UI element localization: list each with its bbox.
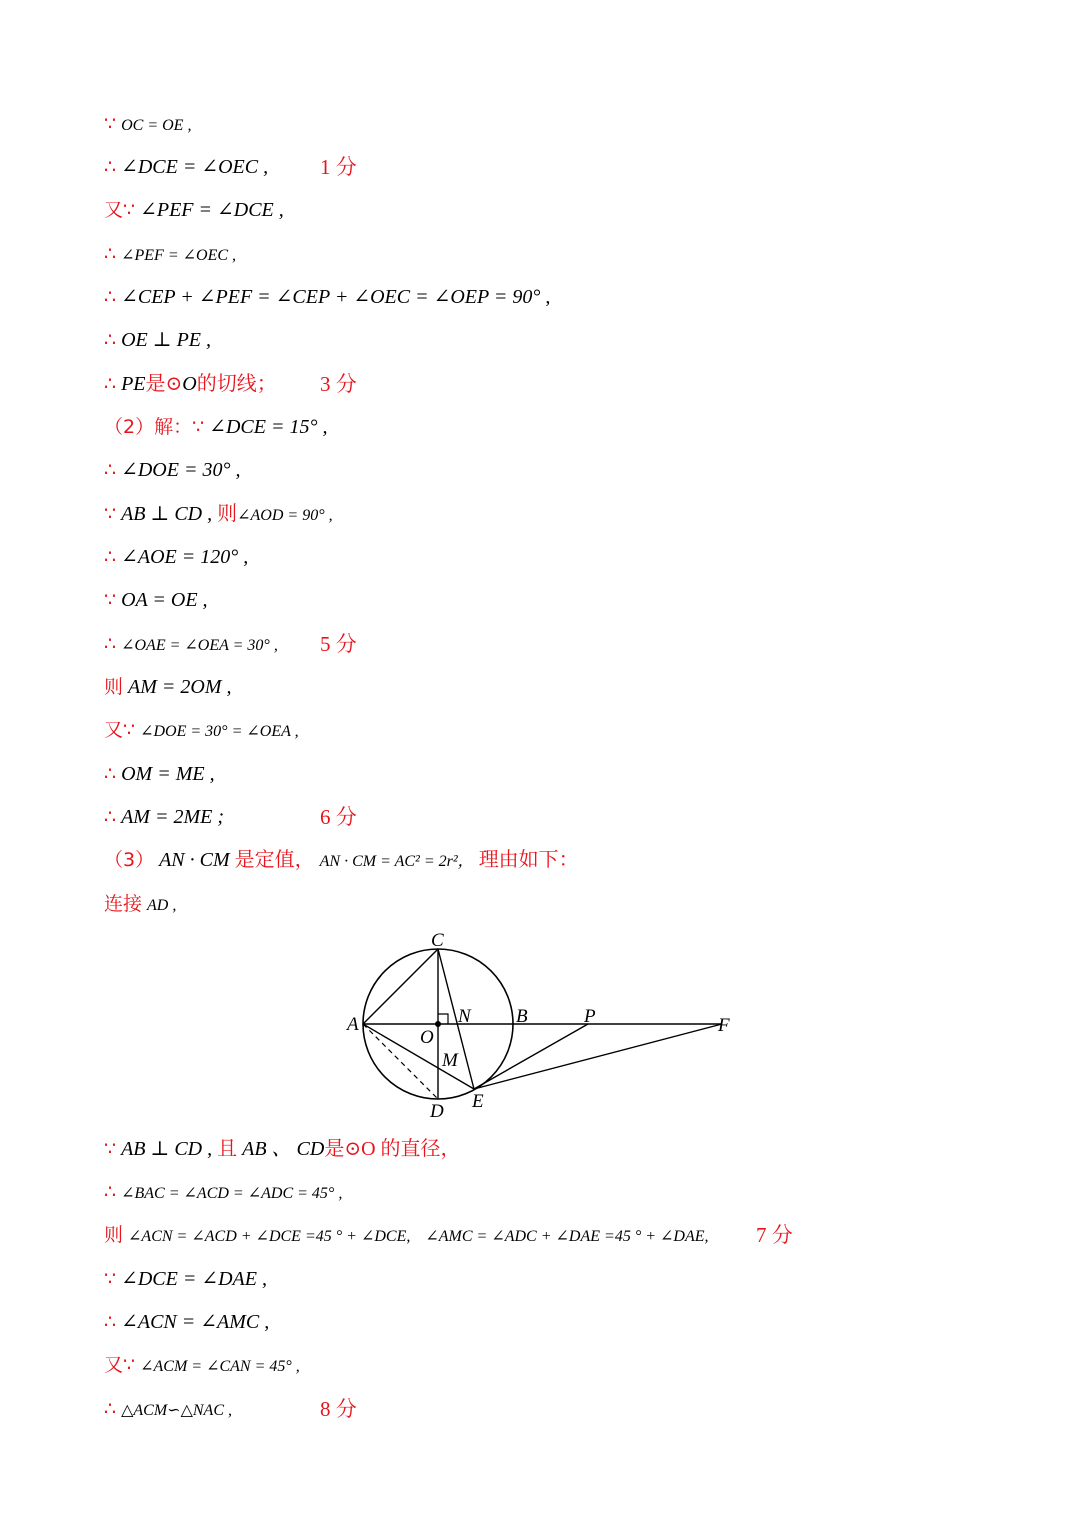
label-d: D	[430, 1101, 444, 1122]
math-expression: ∠ACN = ∠ACD + ∠DCE =45 ° + ∠DCE,	[128, 1228, 411, 1245]
math-expression: AN · CM = AC² = 2r²，	[319, 853, 474, 870]
proof-line-11	[104, 543, 248, 571]
therefore-symbol: ∴	[104, 373, 117, 395]
label-c: C	[431, 930, 444, 951]
math-expression: ∠OAE = ∠OEA = 30° ,	[121, 637, 278, 654]
proof-line-14	[104, 673, 232, 701]
therefore-symbol: ∴	[104, 156, 117, 178]
score-mark: 1 分	[320, 155, 357, 179]
therefore-symbol: ∴	[104, 286, 117, 308]
chinese-text: 且	[217, 1138, 238, 1160]
math-expression: ∠DCE = ∠DAE ,	[121, 1268, 267, 1290]
math-expression: ∠DOE = 30° = ∠OEA ,	[140, 723, 299, 740]
label-m: M	[442, 1050, 458, 1071]
segment-ac	[363, 949, 438, 1024]
math-expression: ∠ACN = ∠AMC ,	[121, 1311, 270, 1333]
math-expression: OA = OE ,	[121, 589, 208, 611]
label-a: A	[347, 1014, 359, 1035]
proof-line-26	[104, 1395, 232, 1425]
proof-line-18	[104, 846, 579, 876]
math-expression: PE	[121, 373, 146, 395]
label-e: E	[472, 1091, 484, 1112]
proof-line-2	[104, 153, 268, 181]
label-f: F	[718, 1015, 730, 1036]
also-because-symbol: 又∵	[104, 719, 136, 741]
proof-line-10	[104, 500, 333, 530]
then-text: 则	[104, 1224, 124, 1246]
proof-line-17	[104, 803, 224, 831]
math-expression: ∠PEF = ∠DCE ,	[140, 199, 284, 221]
score-mark: 5 分	[320, 632, 357, 656]
math-expression: ∠DCE = ∠OEC ,	[121, 156, 269, 178]
therefore-symbol: ∴	[104, 329, 117, 351]
part-2-heading: （2）解：∵	[104, 416, 205, 438]
math-expression: AD ,	[147, 897, 177, 914]
chinese-text: 是⊙O 的直径，	[324, 1138, 461, 1160]
label-b: B	[516, 1006, 528, 1027]
therefore-symbol: ∴	[104, 633, 117, 655]
proof-line-21	[104, 1178, 342, 1208]
math-expression: OE ⊥ PE ,	[121, 329, 211, 351]
score-mark: 8 分	[320, 1397, 357, 1421]
math-expression: AM = 2OM ,	[128, 676, 232, 698]
proof-line-8	[104, 413, 327, 441]
math-expression: AB ⊥ CD ,	[121, 1138, 213, 1160]
proof-line-4	[104, 240, 236, 270]
math-expression: ∠BAC = ∠ACD = ∠ADC = 45° ,	[121, 1185, 343, 1202]
segment-ep	[474, 1024, 588, 1089]
because-symbol: ∵	[104, 113, 117, 135]
proof-line-6	[104, 326, 211, 354]
score-mark: 3 分	[320, 372, 357, 396]
because-symbol: ∵	[104, 1268, 117, 1290]
proof-line-15	[104, 716, 299, 746]
math-expression: ∠DOE = 30° ,	[121, 459, 241, 481]
score-mark: 6 分	[320, 805, 357, 829]
because-symbol: ∵	[104, 1138, 117, 1160]
therefore-symbol: ∴	[104, 243, 117, 265]
therefore-symbol: ∴	[104, 1311, 117, 1333]
math-expression: AB ⊥ CD ,	[121, 503, 213, 525]
proof-line-19	[104, 890, 176, 920]
center-point	[435, 1021, 441, 1027]
chinese-text: 是⊙	[145, 373, 183, 395]
chinese-text: 理由如下：	[478, 849, 579, 871]
proof-line-25	[104, 1351, 300, 1381]
proof-line-9	[104, 456, 240, 484]
therefore-symbol: ∴	[104, 546, 117, 568]
score-mark: 7 分	[756, 1223, 793, 1247]
chinese-text: 是定值，	[234, 849, 315, 871]
therefore-symbol: ∴	[104, 1398, 117, 1420]
therefore-symbol: ∴	[104, 459, 117, 481]
segment-ef	[474, 1024, 722, 1089]
then-text: 则	[104, 676, 124, 698]
also-because-symbol: 又∵	[104, 199, 136, 221]
math-expression: ∠AOD = 90° ,	[237, 507, 333, 524]
part-3-heading: （3）	[104, 849, 155, 871]
proof-line-5	[104, 283, 550, 311]
math-expression: ∠PEF = ∠OEC ,	[121, 247, 237, 264]
proof-line-20	[104, 1135, 461, 1163]
proof-line-3	[104, 196, 284, 224]
proof-line-7	[104, 370, 277, 398]
math-expression: ∠AMC = ∠ADC + ∠DAE =45 ° + ∠DAE,	[425, 1228, 709, 1245]
label-n: N	[458, 1006, 471, 1027]
label-o: O	[420, 1027, 434, 1048]
math-expression: AB 、 CD	[242, 1138, 325, 1160]
math-expression: AN · CM	[159, 849, 230, 871]
connect-text: 连接	[104, 893, 143, 915]
therefore-symbol: ∴	[104, 1181, 117, 1203]
math-expression: ∠ACM = ∠CAN = 45° ,	[140, 1358, 300, 1375]
math-expression: O	[182, 373, 197, 395]
proof-line-12	[104, 586, 208, 614]
math-expression: OC = OE ,	[121, 117, 192, 134]
also-because-symbol: 又∵	[104, 1354, 136, 1376]
proof-line-13	[104, 630, 278, 660]
proof-line-24	[104, 1308, 269, 1336]
because-symbol: ∵	[104, 503, 117, 525]
math-expression: △ACM∽△NAC ,	[121, 1402, 232, 1419]
chinese-text: 的切线；	[196, 373, 277, 395]
proof-line-23	[104, 1265, 267, 1293]
therefore-symbol: ∴	[104, 806, 117, 828]
math-expression: OM = ME ,	[121, 763, 215, 785]
label-p: P	[584, 1006, 596, 1027]
therefore-symbol: ∴	[104, 763, 117, 785]
proof-line-22	[104, 1221, 709, 1251]
math-expression: ∠DCE = 15° ,	[209, 416, 328, 438]
geometry-figure	[340, 925, 760, 1125]
chinese-text: 则	[217, 503, 238, 525]
math-expression: ∠CEP + ∠PEF = ∠CEP + ∠OEC = ∠OEP = 90° ,	[121, 286, 551, 308]
proof-line-16	[104, 760, 215, 788]
because-symbol: ∵	[104, 589, 117, 611]
proof-line-1	[104, 110, 191, 140]
math-expression: AM = 2ME ;	[121, 806, 225, 828]
math-expression: ∠AOE = 120° ,	[121, 546, 249, 568]
